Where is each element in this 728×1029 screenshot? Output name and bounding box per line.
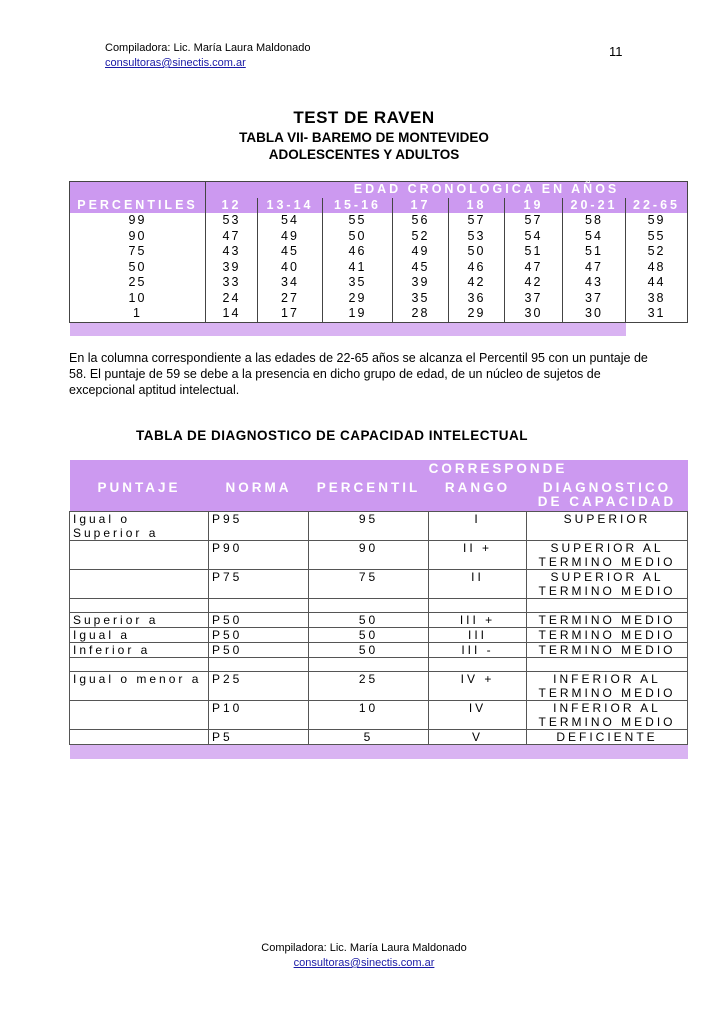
score-cell: 17 (258, 306, 323, 322)
score-cell: 54 (505, 229, 563, 245)
puntaje-cell (70, 570, 209, 599)
score-cell: 39 (393, 275, 449, 291)
puntaje-cell (70, 730, 209, 745)
column-header-age: 15-16 (323, 198, 393, 214)
column-header-age: 20-21 (563, 198, 626, 214)
table-row (70, 672, 688, 701)
score-cell: 47 (563, 260, 626, 276)
score-cell: 47 (505, 260, 563, 276)
score-cell: 14 (206, 306, 258, 322)
table-footer-band (70, 322, 626, 336)
table-row (70, 730, 688, 745)
score-cell: 49 (393, 244, 449, 260)
score-cell: 43 (563, 275, 626, 291)
score-cell: 50 (323, 229, 393, 245)
score-cell: 28 (393, 306, 449, 322)
diag-cell: TERMINO MEDIO (527, 643, 688, 658)
puntaje-cell (70, 701, 209, 730)
table-row (70, 291, 688, 307)
score-cell: 49 (258, 229, 323, 245)
diag-cell: SUPERIOR AL TERMINO MEDIO (527, 570, 688, 599)
corresponde-header: CORRESPONDE (309, 460, 688, 479)
percentil-cell: 90 (309, 541, 429, 570)
puntaje-cell: Igual o Superior a (70, 512, 209, 541)
score-cell: 37 (563, 291, 626, 307)
diag-cell: SUPERIOR AL TERMINO MEDIO (527, 541, 688, 570)
percentile-cell: 99 (70, 213, 206, 229)
norma-cell: P10 (209, 701, 309, 730)
percentile-cell: 50 (70, 260, 206, 276)
percentile-cell: 75 (70, 244, 206, 260)
score-cell: 35 (323, 275, 393, 291)
spacer-row (70, 658, 688, 672)
score-cell: 58 (563, 213, 626, 229)
norma-cell: P50 (209, 613, 309, 628)
puntaje-cell: Igual a (70, 628, 209, 643)
header-blank-cell (70, 182, 206, 198)
footer-email-link[interactable]: consultoras@sinectis.com.ar (293, 957, 435, 969)
score-cell: 33 (206, 275, 258, 291)
rango-cell: II + (429, 541, 527, 570)
score-cell: 30 (505, 306, 563, 322)
header-email-link[interactable]: consultoras@sinectis.com.ar (105, 57, 246, 69)
score-cell: 53 (206, 213, 258, 229)
score-cell: 57 (449, 213, 505, 229)
percentil-cell: 50 (309, 628, 429, 643)
score-cell: 24 (206, 291, 258, 307)
norma-cell: P50 (209, 628, 309, 643)
score-cell: 57 (505, 213, 563, 229)
percentile-cell: 90 (70, 229, 206, 245)
percentil-cell: 95 (309, 512, 429, 541)
score-cell: 46 (449, 260, 505, 276)
note-line-2: 58. El puntaje de 59 se debe a la presencia en dicho grupo de edad, de un núcleo de sujetos de (69, 367, 601, 381)
table-row (70, 512, 688, 541)
puntaje-cell: Inferior a (70, 643, 209, 658)
percentile-cell: 10 (70, 291, 206, 307)
column-header-age: 12 (206, 198, 258, 214)
table-row (70, 213, 688, 229)
score-cell: 54 (258, 213, 323, 229)
score-cell: 41 (323, 260, 393, 276)
score-cell: 27 (258, 291, 323, 307)
table-row (70, 275, 688, 291)
score-cell: 54 (563, 229, 626, 245)
score-cell: 46 (323, 244, 393, 260)
age-group-header: EDAD CRONOLOGICA EN AÑOS (206, 182, 688, 198)
rango-cell: IV (429, 701, 527, 730)
score-cell: 48 (626, 260, 688, 276)
note-line-1: En la columna correspondiente a las edades de 22-65 años se alcanza el Percentil 95 con un puntaje de (69, 351, 648, 365)
diag-cell: DEFICIENTE (527, 730, 688, 745)
norma-cell: P50 (209, 643, 309, 658)
score-cell: 31 (626, 306, 688, 322)
rango-cell: V (429, 730, 527, 745)
score-cell: 35 (393, 291, 449, 307)
score-cell: 42 (505, 275, 563, 291)
percentil-cell: 5 (309, 730, 429, 745)
header-puntaje: PUNTAJE (70, 479, 209, 512)
header-norma: NORMA (209, 479, 309, 512)
score-cell: 42 (449, 275, 505, 291)
score-cell: 47 (206, 229, 258, 245)
score-cell: 56 (393, 213, 449, 229)
column-header-age: 13-14 (258, 198, 323, 214)
baremo-table (69, 181, 688, 336)
percentile-cell: 1 (70, 306, 206, 322)
column-header-age: 22-65 (626, 198, 688, 214)
corresponde-blank (70, 460, 309, 479)
score-cell: 51 (563, 244, 626, 260)
diagnostic-table-title: TABLA DE DIAGNOSTICO DE CAPACIDAD INTELECTUAL (136, 428, 528, 443)
score-cell: 55 (323, 213, 393, 229)
percentil-cell: 50 (309, 643, 429, 658)
score-cell: 37 (505, 291, 563, 307)
score-cell: 52 (626, 244, 688, 260)
score-cell: 40 (258, 260, 323, 276)
norma-cell: P95 (209, 512, 309, 541)
diag-cell: SUPERIOR (527, 512, 688, 541)
header-diagnostico: DIAGNOSTICO DE CAPACIDAD (527, 479, 688, 512)
diag-cell: INFERIOR AL TERMINO MEDIO (527, 701, 688, 730)
score-cell: 39 (206, 260, 258, 276)
column-header-age: 17 (393, 198, 449, 214)
table-row (70, 306, 688, 322)
header-author: Compiladora: Lic. María Laura Maldonado (105, 42, 311, 54)
score-cell: 36 (449, 291, 505, 307)
diag-cell: INFERIOR AL TERMINO MEDIO (527, 672, 688, 701)
score-cell: 44 (626, 275, 688, 291)
norma-cell: P90 (209, 541, 309, 570)
score-cell: 55 (626, 229, 688, 245)
norma-cell: P5 (209, 730, 309, 745)
percentil-cell: 25 (309, 672, 429, 701)
score-cell: 59 (626, 213, 688, 229)
score-cell: 38 (626, 291, 688, 307)
score-cell: 29 (323, 291, 393, 307)
column-header-age: 18 (449, 198, 505, 214)
footer-author: Compiladora: Lic. María Laura Maldonado (261, 942, 467, 954)
score-cell: 51 (505, 244, 563, 260)
score-cell: 34 (258, 275, 323, 291)
puntaje-cell (70, 541, 209, 570)
rango-cell: III (429, 628, 527, 643)
puntaje-cell: Superior a (70, 613, 209, 628)
column-header-age: 19 (505, 198, 563, 214)
rango-cell: III - (429, 643, 527, 658)
rango-cell: I (429, 512, 527, 541)
score-cell: 43 (206, 244, 258, 260)
norma-cell: P75 (209, 570, 309, 599)
diag-cell: TERMINO MEDIO (527, 628, 688, 643)
page-title: TEST DE RAVEN (293, 108, 435, 127)
percentil-cell: 50 (309, 613, 429, 628)
rango-cell: III + (429, 613, 527, 628)
spacer-row (70, 599, 688, 613)
score-cell: 19 (323, 306, 393, 322)
percentil-cell: 10 (309, 701, 429, 730)
percentil-cell: 75 (309, 570, 429, 599)
note-line-3: excepcional aptitud intelectual. (69, 383, 240, 397)
score-cell: 53 (449, 229, 505, 245)
score-cell: 45 (258, 244, 323, 260)
page-number: 11 (609, 44, 623, 59)
score-cell: 50 (449, 244, 505, 260)
puntaje-cell: Igual o menor a (70, 672, 209, 701)
table-vii-subtitle: ADOLESCENTES Y ADULTOS (268, 147, 460, 162)
table-row (70, 541, 688, 570)
table-row (70, 628, 688, 643)
diag-cell: TERMINO MEDIO (527, 613, 688, 628)
rango-cell: II (429, 570, 527, 599)
table-row (70, 643, 688, 658)
table-row (70, 260, 688, 276)
column-header-percentiles: PERCENTILES (70, 198, 206, 214)
table-row (70, 244, 688, 260)
score-cell: 30 (563, 306, 626, 322)
header-percentil: PERCENTIL (309, 479, 429, 512)
header-rango: RANGO (429, 479, 527, 512)
table-vii-title: TABLA VII- BAREMO DE MONTEVIDEO (239, 130, 489, 145)
score-cell: 52 (393, 229, 449, 245)
score-cell: 29 (449, 306, 505, 322)
norma-cell: P25 (209, 672, 309, 701)
percentile-cell: 25 (70, 275, 206, 291)
score-cell: 45 (393, 260, 449, 276)
rango-cell: IV + (429, 672, 527, 701)
table-row (70, 613, 688, 628)
table-row (70, 701, 688, 730)
table-row (70, 570, 688, 599)
diagnostic-footer-band (70, 745, 688, 760)
table-row (70, 229, 688, 245)
diagnostic-table (69, 460, 688, 759)
